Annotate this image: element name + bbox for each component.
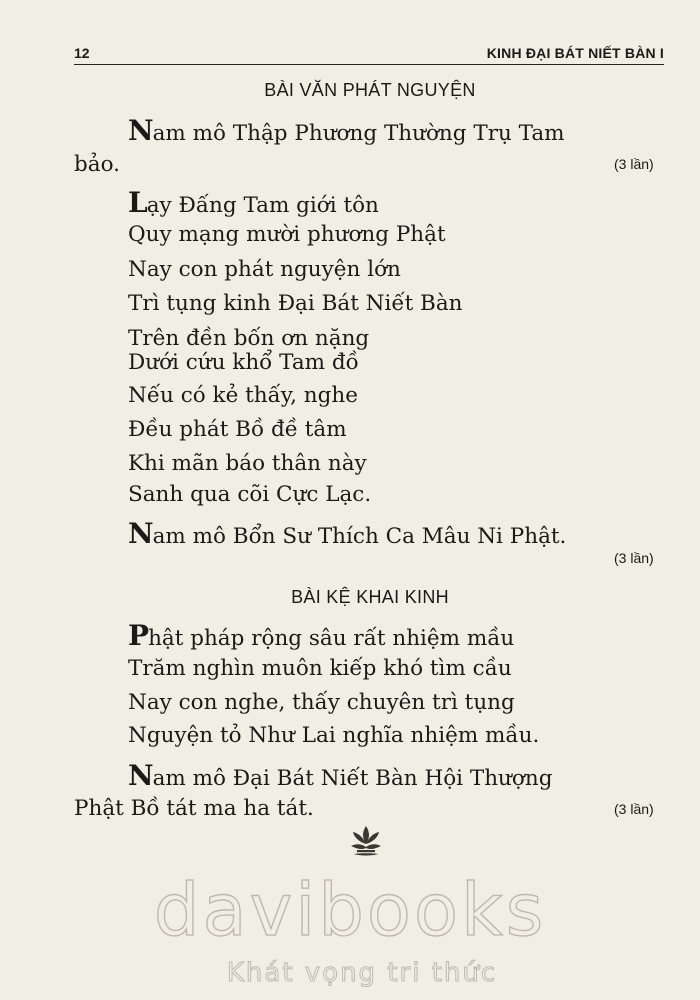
drop-cap: L xyxy=(128,186,147,219)
drop-cap: N xyxy=(128,517,153,550)
section-title-khai-kinh: BÀI KỆ KHAI KINH xyxy=(291,587,449,607)
page-number: 12 xyxy=(74,45,90,61)
repeat-count: (3 lần) xyxy=(614,156,654,172)
verse-line: Sanh qua cõi Cực Lạc. xyxy=(128,482,372,507)
verse-line: Nếu có kẻ thấy, nghe xyxy=(128,383,358,408)
page-header xyxy=(74,42,664,65)
running-title: KINH ĐẠI BÁT NIẾT BÀN I xyxy=(486,45,664,61)
lotus-ornament-icon xyxy=(345,820,387,862)
verse-line: Đều phát Bồ đề tâm xyxy=(128,417,347,442)
verse-line: Lạy Đấng Tam giới tôn xyxy=(128,186,379,219)
closing-invocation-line-1: Nam mô Đại Bát Niết Bàn Hội Thượng xyxy=(128,759,553,792)
closing-invocation: Nam mô Bổn Sư Thích Ca Mâu Ni Phật. xyxy=(128,517,567,550)
drop-cap: P xyxy=(128,619,149,652)
verse-line: Trì tụng kinh Đại Bát Niết Bàn xyxy=(128,291,463,316)
drop-cap: N xyxy=(128,759,153,792)
invocation-line-2: bảo. xyxy=(74,152,120,177)
verse-line: Quy mạng mười phương Phật xyxy=(128,222,446,247)
invocation-line-1: Nam mô Thập Phương Thường Trụ Tam xyxy=(128,114,565,147)
watermark-logo: davibooks xyxy=(153,868,547,952)
verse-line: Dưới cứu khổ Tam đồ xyxy=(128,350,359,375)
drop-cap: N xyxy=(128,114,153,147)
verse-line: Trên đền bốn ơn nặng xyxy=(128,326,370,351)
repeat-count: (3 lần) xyxy=(614,801,654,817)
section-title-phat-nguyen: BÀI VĂN PHÁT NGUYỆN xyxy=(264,80,476,100)
verse-line: Trăm nghìn muôn kiếp khó tìm cầu xyxy=(128,656,512,681)
verse-line: Nay con nghe, thấy chuyên trì tụng xyxy=(128,690,515,715)
repeat-count: (3 lần) xyxy=(614,550,654,566)
watermark-tagline: Khát vọng tri thức xyxy=(226,958,498,988)
verse-line: Phật pháp rộng sâu rất nhiệm mầu xyxy=(128,619,515,652)
closing-invocation-line-2: Phật Bồ tát ma ha tát. xyxy=(74,796,314,821)
verse-line: Nay con phát nguyện lớn xyxy=(128,257,401,282)
verse-line: Nguyện tỏ Như Lai nghĩa nhiệm mầu. xyxy=(128,723,540,748)
verse-line: Khi mãn báo thân này xyxy=(128,451,367,476)
